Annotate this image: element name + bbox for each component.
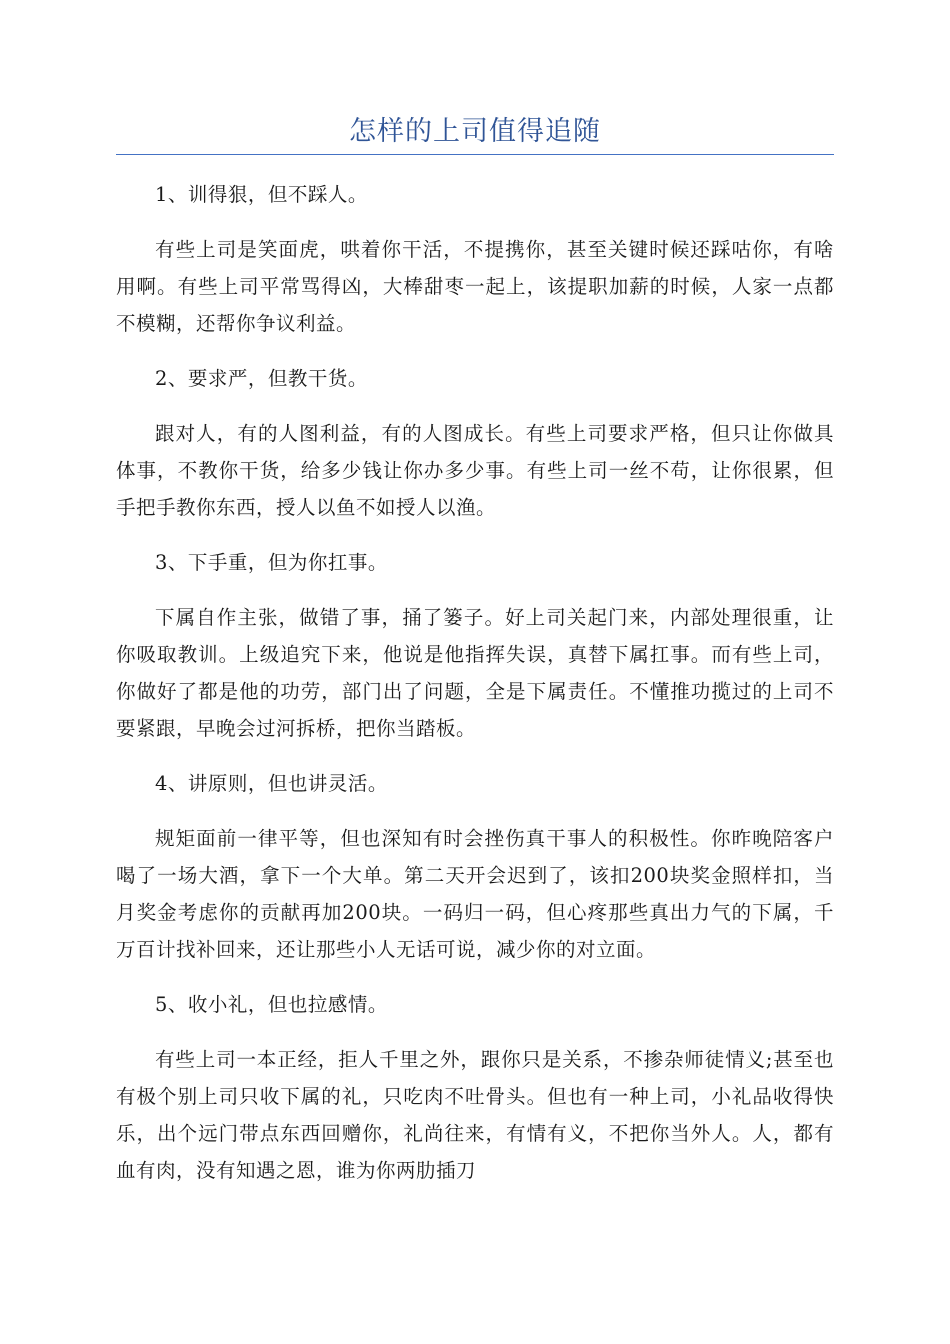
document-body [116, 176, 834, 1207]
section-body-3: 下属自作主张，做错了事，捅了篓子。好上司关起门来，内部处理很重，让你吸取教训。上级追究下来，他说是他指挥失误，真替下属扛事。而有些上司，你做好了都是他的功劳，部门出了问题，全是下属责任。不懂推功揽过的上司不要紧跟，早晚会过河拆桥，把你当踏板。 [116, 606, 834, 740]
section-body-1: 有些上司是笑面虎，哄着你干活，不提携你，甚至关键时候还踩咕你，有啥用啊。有些上司平常骂得凶，大棒甜枣一起上，该提职加薪的时候，人家一点都不模糊，还帮你争议利益。 [116, 238, 834, 335]
section-heading-3: 3、下手重，但为你扛事。 [155, 551, 388, 574]
section-body-2: 跟对人，有的人图利益，有的人图成长。有些上司要求严格，但只让你做具体事，不教你干货，给多少钱让你办多少事。有些上司一丝不苟，让你很累，但手把手教你东西，授人以鱼不如授人以渔。 [116, 422, 834, 519]
section-body-4: 规矩面前一律平等，但也深知有时会挫伤真干事人的积极性。你昨晚陪客户喝了一场大酒，拿下一个大单。第二天开会迟到了，该扣200块奖金照样扣，当月奖金考虑你的贡献再加200块。一码归一码，但心疼那些真出力气的下属，千万百计找补回来，还让那些小人无话可说，减少你的对立面。 [116, 827, 834, 961]
section-heading-5: 5、收小礼，但也拉感情。 [155, 993, 388, 1016]
section-heading-1: 1、训得狠，但不踩人。 [155, 183, 368, 206]
document-title: 怎样的上司值得追随 [349, 116, 601, 147]
section-heading-4: 4、讲原则，但也讲灵活。 [155, 772, 388, 795]
title-underline [116, 154, 834, 155]
section-heading-2: 2、要求严，但教干货。 [155, 367, 368, 390]
section-body-5: 有些上司一本正经，拒人千里之外，跟你只是关系，不掺杂师徒情义;甚至也有极个别上司只收下属的礼，只吃肉不吐骨头。但也有一种上司，小礼品收得快乐，出个远门带点东西回赠你，礼尚往来，有情有义，不把你当外人。人，都有血有肉，没有知遇之恩，谁为你两肋插刀 [116, 1048, 834, 1182]
